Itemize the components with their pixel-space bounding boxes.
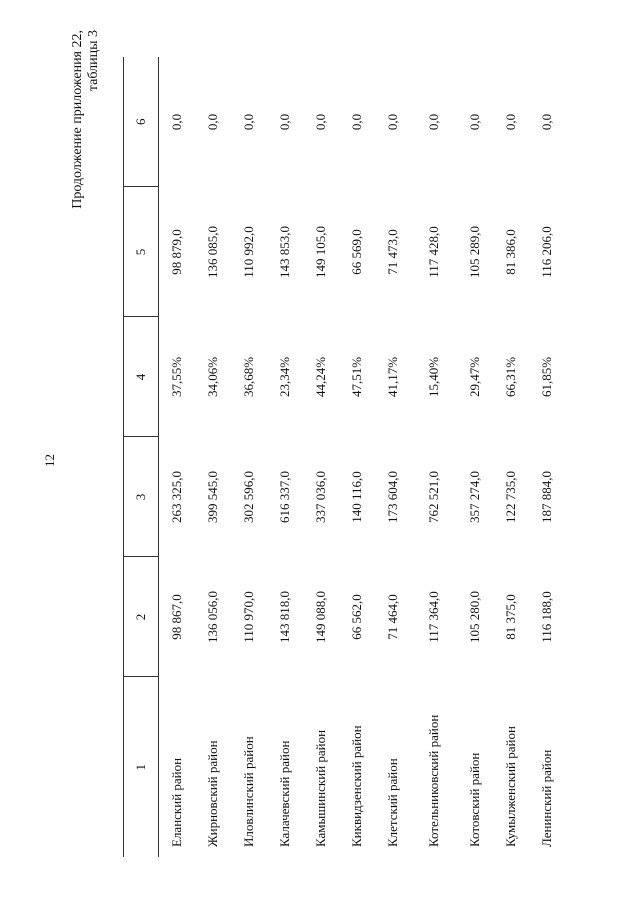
table-cell: 36,68%	[241, 356, 256, 398]
table-cell: 149 088,0	[313, 591, 328, 643]
table-cell: 116 206,0	[539, 226, 554, 278]
table-cell: 29,47%	[467, 356, 482, 398]
table-cell: 140 116,0	[349, 471, 364, 523]
district-name: Камышинский район	[313, 729, 328, 847]
table-cell: 0,0	[313, 113, 328, 131]
table-cell: 66,31%	[503, 356, 518, 398]
table-cell: 173 604,0	[385, 471, 400, 523]
table-cell: 0,0	[385, 113, 400, 131]
table-cell: 44,24%	[313, 356, 328, 398]
district-name: Котовский район	[467, 752, 482, 847]
table-cell: 0,0	[277, 113, 292, 131]
table-cell: 110 992,0	[241, 226, 256, 278]
table-cell: 66 569,0	[349, 229, 364, 275]
table-cell: 263 325,0	[169, 471, 184, 523]
table-cell: 15,40%	[426, 356, 441, 398]
table-cell: 143 818,0	[277, 591, 292, 643]
district-name: Ленинский район	[539, 749, 554, 847]
table-cell: 34,06%	[205, 356, 220, 398]
table-cell: 98 867,0	[169, 594, 184, 640]
table-cell: 0,0	[241, 113, 256, 131]
table-cell: 71 464,0	[385, 594, 400, 640]
table-cell: 81 375,0	[503, 594, 518, 640]
table-row	[529, 57, 565, 857]
table-cell: 136 085,0	[205, 226, 220, 278]
table-cell: 0,0	[426, 113, 441, 131]
district-name: Еланский район	[169, 757, 184, 847]
table-cell: 187 884,0	[539, 471, 554, 523]
table-cell: 302 596,0	[241, 471, 256, 523]
table-cell: 0,0	[467, 113, 482, 131]
table-cell: 110 970,0	[241, 591, 256, 643]
column-header: 2	[124, 557, 159, 677]
table-cell: 117 364,0	[426, 591, 441, 643]
table-cell: 66 562,0	[349, 594, 364, 640]
table-cell: 0,0	[169, 113, 184, 131]
table-cell: 105 289,0	[467, 226, 482, 278]
table-row	[493, 57, 529, 857]
table-cell: 122 735,0	[503, 471, 518, 523]
district-name: Жирновский район	[205, 740, 220, 847]
table-header-row	[124, 57, 159, 857]
table-cell: 762 521,0	[426, 471, 441, 523]
table-cell: 98 879,0	[169, 229, 184, 275]
table-cell: 149 105,0	[313, 226, 328, 278]
table-cell: 47,51%	[349, 356, 364, 398]
table-cell: 143 853,0	[277, 226, 292, 278]
table-cell: 616 337,0	[277, 471, 292, 523]
column-header: 6	[124, 57, 159, 187]
table-row	[457, 57, 493, 857]
district-name: Иловлинский район	[241, 736, 256, 847]
table-cell: 41,17%	[385, 356, 400, 398]
table-cell: 0,0	[539, 113, 554, 131]
table-cell: 0,0	[205, 113, 220, 131]
table-cell: 116 188,0	[539, 591, 554, 643]
table-row	[267, 57, 303, 857]
table-row	[159, 57, 196, 857]
table-caption	[70, 30, 102, 290]
table-cell: 61,85%	[539, 356, 554, 398]
table-cell: 0,0	[349, 113, 364, 131]
table-cell: 37,55%	[169, 356, 184, 398]
district-name: Клетский район	[385, 758, 400, 847]
district-name: Киквидзенский район	[349, 725, 364, 847]
table-cell: 81 386,0	[503, 229, 518, 275]
table-cell: 71 473,0	[385, 229, 400, 275]
page-number: 12	[42, 454, 57, 467]
table-row	[411, 57, 457, 857]
caption-line-1: Продолжение приложения 22,	[70, 30, 85, 209]
table-row	[303, 57, 339, 857]
column-header: 5	[124, 187, 159, 317]
district-name: Кумылженский район	[503, 726, 518, 847]
table-row	[375, 57, 411, 857]
table-cell: 357 274,0	[467, 471, 482, 523]
table-row	[231, 57, 267, 857]
column-header: 1	[124, 677, 159, 857]
table-cell: 0,0	[503, 113, 518, 131]
table-cell: 105 280,0	[467, 591, 482, 643]
data-table	[123, 57, 565, 857]
table-cell: 136 056,0	[205, 591, 220, 643]
table-row	[195, 57, 231, 857]
caption-line-2: таблицы 3	[86, 30, 101, 92]
district-name: Котельниковский район	[426, 714, 441, 847]
table-cell: 117 428,0	[426, 226, 441, 278]
table-row	[339, 57, 375, 857]
district-name: Калачевский район	[277, 740, 292, 847]
table-cell: 337 036,0	[313, 471, 328, 523]
column-header: 4	[124, 317, 159, 437]
column-header: 3	[124, 437, 159, 557]
table-cell: 23,34%	[277, 356, 292, 398]
table-cell: 399 545,0	[205, 471, 220, 523]
